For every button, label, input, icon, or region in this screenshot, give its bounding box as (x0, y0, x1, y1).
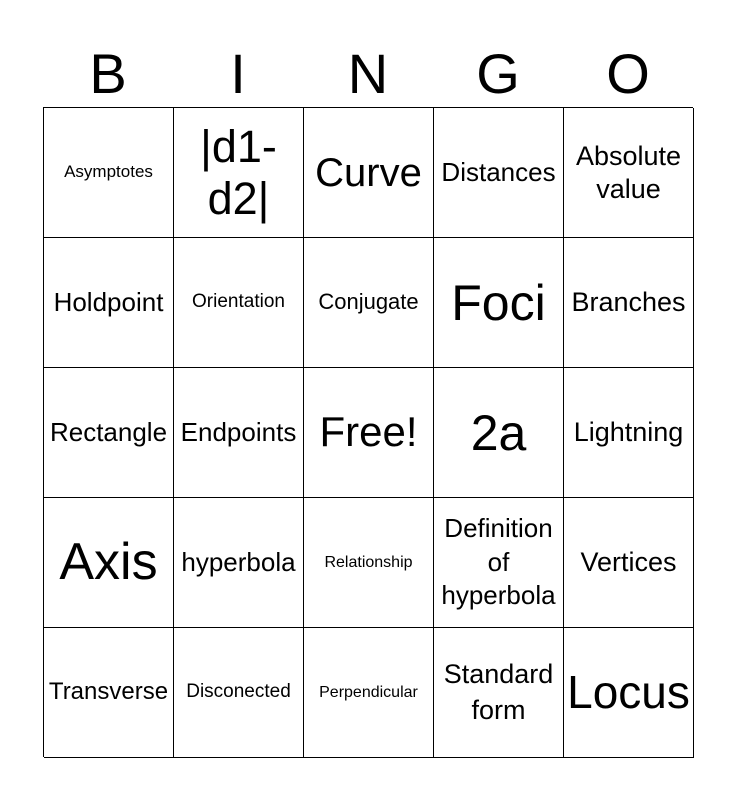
bingo-grid (43, 107, 693, 757)
header-letter-i: I (230, 42, 246, 105)
bingo-cell[interactable]: Holdpoint (44, 238, 174, 368)
bingo-cell[interactable]: Standard form (434, 628, 564, 758)
bingo-cell[interactable]: Lightning (564, 368, 694, 498)
bingo-cell[interactable]: 2a (434, 368, 564, 498)
bingo-cell[interactable]: hyperbola (174, 498, 304, 628)
header-letter-n: N (347, 42, 389, 105)
bingo-cell[interactable]: Endpoints (174, 368, 304, 498)
bingo-cell[interactable]: Asymptotes (44, 108, 174, 238)
bingo-cell[interactable]: Definition of hyperbola (434, 498, 564, 628)
bingo-cell[interactable]: Orientation (174, 238, 304, 368)
bingo-cell[interactable]: Vertices (564, 498, 694, 628)
bingo-cell[interactable]: Perpendicular (304, 628, 434, 758)
header-letter-g: G (476, 42, 520, 105)
bingo-cell[interactable]: Transverse (44, 628, 174, 758)
bingo-cell[interactable]: Conjugate (304, 238, 434, 368)
bingo-cell[interactable]: Rectangle (44, 368, 174, 498)
bingo-header (43, 40, 693, 108)
bingo-cell[interactable]: Curve (304, 108, 434, 238)
bingo-cell[interactable]: Relationship (304, 498, 434, 628)
bingo-cell[interactable]: Foci (434, 238, 564, 368)
bingo-cell[interactable]: Distances (434, 108, 564, 238)
header-letter-b: B (89, 42, 127, 105)
bingo-cell[interactable]: Axis (44, 498, 174, 628)
bingo-cell[interactable]: Absolute value (564, 108, 694, 238)
bingo-cell[interactable]: |d1-d2| (174, 108, 304, 238)
bingo-cell free-space[interactable]: Free! (304, 368, 434, 498)
header-letter-o: O (606, 42, 650, 105)
bingo-cell[interactable]: Branches (564, 238, 694, 368)
bingo-cell[interactable]: Disconected (174, 628, 304, 758)
bingo-cell[interactable]: Locus (564, 628, 694, 758)
